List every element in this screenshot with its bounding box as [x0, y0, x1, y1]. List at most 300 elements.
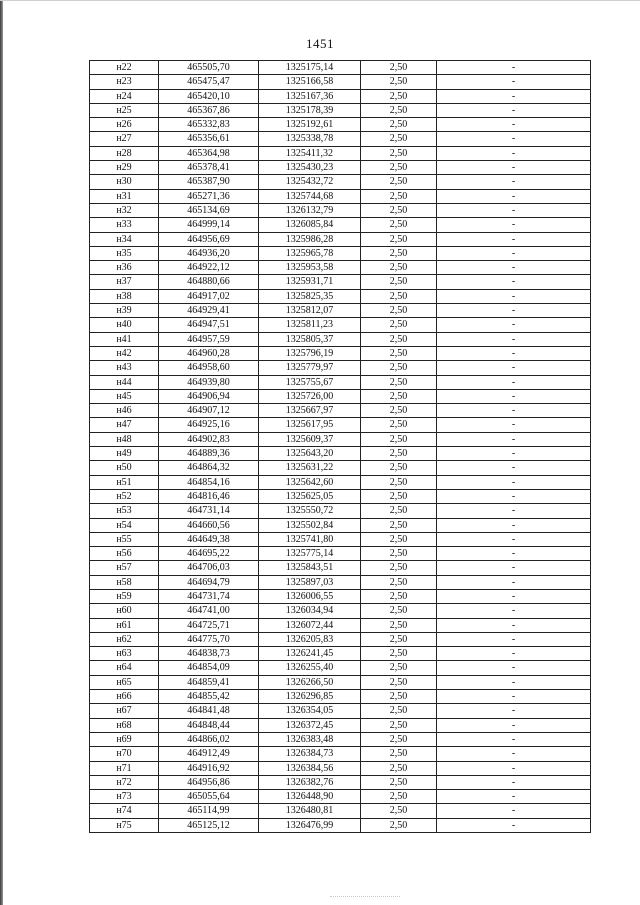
accuracy-cell: 2,50: [361, 818, 437, 832]
point-id-cell: н32: [90, 203, 159, 217]
accuracy-cell: 2,50: [361, 61, 437, 75]
point-id-cell: н40: [90, 318, 159, 332]
y-coordinate-cell: 1325805,37: [259, 332, 361, 346]
x-coordinate-cell: 464695,22: [159, 547, 259, 561]
table-row: [90, 475, 591, 489]
note-cell: -: [437, 118, 591, 132]
note-cell: -: [437, 432, 591, 446]
x-coordinate-cell: 464960,28: [159, 346, 259, 360]
note-cell: -: [437, 818, 591, 832]
point-id-cell: н25: [90, 103, 159, 117]
note-cell: -: [437, 761, 591, 775]
x-coordinate-cell: 464907,12: [159, 404, 259, 418]
accuracy-cell: 2,50: [361, 175, 437, 189]
point-id-cell: н55: [90, 532, 159, 546]
y-coordinate-cell: 1325825,35: [259, 289, 361, 303]
page-number: 1451: [306, 36, 334, 51]
y-coordinate-cell: 1325741,80: [259, 532, 361, 546]
table-row: [90, 89, 591, 103]
y-coordinate-cell: 1325411,32: [259, 146, 361, 160]
accuracy-cell: 2,50: [361, 132, 437, 146]
x-coordinate-cell: 464912,49: [159, 747, 259, 761]
y-coordinate-cell: 1325811,23: [259, 318, 361, 332]
y-coordinate-cell: 1325192,61: [259, 118, 361, 132]
table-row: [90, 304, 591, 318]
table-row: [90, 704, 591, 718]
table-row: [90, 75, 591, 89]
point-id-cell: н71: [90, 761, 159, 775]
x-coordinate-cell: 465378,41: [159, 161, 259, 175]
accuracy-cell: 2,50: [361, 203, 437, 217]
point-id-cell: н61: [90, 618, 159, 632]
note-cell: -: [437, 675, 591, 689]
note-cell: -: [437, 132, 591, 146]
point-id-cell: н34: [90, 232, 159, 246]
accuracy-cell: 2,50: [361, 375, 437, 389]
point-id-cell: н59: [90, 589, 159, 603]
x-coordinate-cell: 464925,16: [159, 418, 259, 432]
table-row: [90, 318, 591, 332]
note-cell: -: [437, 604, 591, 618]
point-id-cell: н23: [90, 75, 159, 89]
point-id-cell: н53: [90, 504, 159, 518]
table-row: [90, 103, 591, 117]
accuracy-cell: 2,50: [361, 218, 437, 232]
accuracy-cell: 2,50: [361, 589, 437, 603]
note-cell: -: [437, 146, 591, 160]
point-id-cell: н49: [90, 447, 159, 461]
note-cell: -: [437, 232, 591, 246]
accuracy-cell: 2,50: [361, 661, 437, 675]
y-coordinate-cell: 1326255,40: [259, 661, 361, 675]
y-coordinate-cell: 1325175,14: [259, 61, 361, 75]
table-row: [90, 604, 591, 618]
x-coordinate-cell: 465475,47: [159, 75, 259, 89]
note-cell: -: [437, 304, 591, 318]
x-coordinate-cell: 465114,99: [159, 804, 259, 818]
x-coordinate-cell: 464706,03: [159, 561, 259, 575]
table-row: [90, 375, 591, 389]
y-coordinate-cell: 1325432,72: [259, 175, 361, 189]
table-row: [90, 447, 591, 461]
table-row: [90, 346, 591, 360]
table-row: [90, 275, 591, 289]
note-cell: -: [437, 747, 591, 761]
y-coordinate-cell: 1326372,45: [259, 718, 361, 732]
table-row: [90, 175, 591, 189]
point-id-cell: н38: [90, 289, 159, 303]
accuracy-cell: 2,50: [361, 747, 437, 761]
table-row: [90, 218, 591, 232]
x-coordinate-cell: 464917,02: [159, 289, 259, 303]
point-id-cell: н39: [90, 304, 159, 318]
x-coordinate-cell: 464816,46: [159, 489, 259, 503]
x-coordinate-cell: 464649,38: [159, 532, 259, 546]
x-coordinate-cell: 465125,12: [159, 818, 259, 832]
point-id-cell: н45: [90, 389, 159, 403]
note-cell: -: [437, 532, 591, 546]
note-cell: -: [437, 189, 591, 203]
table-row: [90, 246, 591, 260]
y-coordinate-cell: 1326384,73: [259, 747, 361, 761]
y-coordinate-cell: 1325609,37: [259, 432, 361, 446]
accuracy-cell: 2,50: [361, 604, 437, 618]
point-id-cell: н52: [90, 489, 159, 503]
point-id-cell: н51: [90, 475, 159, 489]
y-coordinate-cell: 1325931,71: [259, 275, 361, 289]
table-row: [90, 161, 591, 175]
x-coordinate-cell: 464866,02: [159, 732, 259, 746]
note-cell: -: [437, 246, 591, 260]
table-row: [90, 132, 591, 146]
note-cell: -: [437, 318, 591, 332]
accuracy-cell: 2,50: [361, 675, 437, 689]
accuracy-cell: 2,50: [361, 161, 437, 175]
y-coordinate-cell: 1326476,99: [259, 818, 361, 832]
point-id-cell: н66: [90, 690, 159, 704]
accuracy-cell: 2,50: [361, 404, 437, 418]
table-row: [90, 661, 591, 675]
y-coordinate-cell: 1325965,78: [259, 246, 361, 260]
note-cell: -: [437, 661, 591, 675]
table-row: [90, 632, 591, 646]
point-id-cell: н67: [90, 704, 159, 718]
accuracy-cell: 2,50: [361, 318, 437, 332]
accuracy-cell: 2,50: [361, 189, 437, 203]
point-id-cell: н47: [90, 418, 159, 432]
note-cell: -: [437, 346, 591, 360]
point-id-cell: н30: [90, 175, 159, 189]
x-coordinate-cell: 465356,61: [159, 132, 259, 146]
table-row: [90, 532, 591, 546]
y-coordinate-cell: 1325625,05: [259, 489, 361, 503]
note-cell: -: [437, 447, 591, 461]
note-cell: -: [437, 804, 591, 818]
table-row: [90, 232, 591, 246]
y-coordinate-cell: 1325167,36: [259, 89, 361, 103]
accuracy-cell: 2,50: [361, 790, 437, 804]
accuracy-cell: 2,50: [361, 275, 437, 289]
accuracy-cell: 2,50: [361, 475, 437, 489]
table-row: [90, 489, 591, 503]
note-cell: -: [437, 75, 591, 89]
table-row: [90, 361, 591, 375]
x-coordinate-cell: 464731,74: [159, 589, 259, 603]
point-id-cell: н35: [90, 246, 159, 260]
point-id-cell: н27: [90, 132, 159, 146]
note-cell: -: [437, 261, 591, 275]
accuracy-cell: 2,50: [361, 103, 437, 117]
y-coordinate-cell: 1325843,51: [259, 561, 361, 575]
y-coordinate-cell: 1325667,97: [259, 404, 361, 418]
note-cell: -: [437, 518, 591, 532]
note-cell: -: [437, 575, 591, 589]
accuracy-cell: 2,50: [361, 261, 437, 275]
point-id-cell: н72: [90, 775, 159, 789]
note-cell: -: [437, 89, 591, 103]
x-coordinate-cell: 464957,59: [159, 332, 259, 346]
note-cell: -: [437, 718, 591, 732]
table-row: [90, 747, 591, 761]
x-coordinate-cell: 465387,90: [159, 175, 259, 189]
x-coordinate-cell: 464864,32: [159, 461, 259, 475]
note-cell: -: [437, 561, 591, 575]
table-row: [90, 561, 591, 575]
note-cell: -: [437, 289, 591, 303]
note-cell: -: [437, 489, 591, 503]
note-cell: -: [437, 61, 591, 75]
point-id-cell: н50: [90, 461, 159, 475]
y-coordinate-cell: 1326241,45: [259, 647, 361, 661]
y-coordinate-cell: 1325744,68: [259, 189, 361, 203]
y-coordinate-cell: 1326354,05: [259, 704, 361, 718]
accuracy-cell: 2,50: [361, 647, 437, 661]
note-cell: -: [437, 332, 591, 346]
y-coordinate-cell: 1326205,83: [259, 632, 361, 646]
y-coordinate-cell: 1325775,14: [259, 547, 361, 561]
table-row: [90, 332, 591, 346]
x-coordinate-cell: 464922,12: [159, 261, 259, 275]
point-id-cell: н73: [90, 790, 159, 804]
table-row: [90, 589, 591, 603]
y-coordinate-cell: 1326296,85: [259, 690, 361, 704]
note-cell: -: [437, 375, 591, 389]
point-id-cell: н56: [90, 547, 159, 561]
table-row: [90, 289, 591, 303]
note-cell: -: [437, 775, 591, 789]
x-coordinate-cell: 464775,70: [159, 632, 259, 646]
accuracy-cell: 2,50: [361, 732, 437, 746]
scan-artifact: [330, 896, 400, 898]
y-coordinate-cell: 1325643,20: [259, 447, 361, 461]
y-coordinate-cell: 1326034,94: [259, 604, 361, 618]
accuracy-cell: 2,50: [361, 561, 437, 575]
table-row: [90, 504, 591, 518]
point-id-cell: н28: [90, 146, 159, 160]
accuracy-cell: 2,50: [361, 232, 437, 246]
accuracy-cell: 2,50: [361, 418, 437, 432]
note-cell: -: [437, 175, 591, 189]
accuracy-cell: 2,50: [361, 775, 437, 789]
note-cell: -: [437, 203, 591, 217]
note-cell: -: [437, 504, 591, 518]
coordinates-table-body: [90, 61, 591, 833]
table-row: [90, 761, 591, 775]
table-row: [90, 146, 591, 160]
point-id-cell: н75: [90, 818, 159, 832]
table-row: [90, 418, 591, 432]
note-cell: -: [437, 275, 591, 289]
y-coordinate-cell: 1326382,76: [259, 775, 361, 789]
accuracy-cell: 2,50: [361, 690, 437, 704]
note-cell: -: [437, 647, 591, 661]
table-row: [90, 818, 591, 832]
x-coordinate-cell: 465134,69: [159, 203, 259, 217]
y-coordinate-cell: 1326085,84: [259, 218, 361, 232]
accuracy-cell: 2,50: [361, 389, 437, 403]
accuracy-cell: 2,50: [361, 618, 437, 632]
scan-edge: [0, 0, 3, 905]
x-coordinate-cell: 465505,70: [159, 61, 259, 75]
accuracy-cell: 2,50: [361, 75, 437, 89]
x-coordinate-cell: 464855,42: [159, 690, 259, 704]
note-cell: -: [437, 589, 591, 603]
x-coordinate-cell: 464841,48: [159, 704, 259, 718]
table-row: [90, 575, 591, 589]
accuracy-cell: 2,50: [361, 246, 437, 260]
note-cell: -: [437, 218, 591, 232]
y-coordinate-cell: 1325812,07: [259, 304, 361, 318]
table-row: [90, 732, 591, 746]
accuracy-cell: 2,50: [361, 547, 437, 561]
y-coordinate-cell: 1326448,90: [259, 790, 361, 804]
table-row: [90, 389, 591, 403]
y-coordinate-cell: 1326132,79: [259, 203, 361, 217]
point-id-cell: н29: [90, 161, 159, 175]
coordinates-table: [89, 60, 591, 833]
y-coordinate-cell: 1325338,78: [259, 132, 361, 146]
x-coordinate-cell: 465367,86: [159, 103, 259, 117]
point-id-cell: н68: [90, 718, 159, 732]
point-id-cell: н54: [90, 518, 159, 532]
x-coordinate-cell: 464929,41: [159, 304, 259, 318]
x-coordinate-cell: 465420,10: [159, 89, 259, 103]
point-id-cell: н26: [90, 118, 159, 132]
x-coordinate-cell: 464848,44: [159, 718, 259, 732]
x-coordinate-cell: 464956,86: [159, 775, 259, 789]
point-id-cell: н46: [90, 404, 159, 418]
y-coordinate-cell: 1326383,48: [259, 732, 361, 746]
point-id-cell: н74: [90, 804, 159, 818]
accuracy-cell: 2,50: [361, 447, 437, 461]
accuracy-cell: 2,50: [361, 704, 437, 718]
table-row: [90, 404, 591, 418]
x-coordinate-cell: 464854,16: [159, 475, 259, 489]
note-cell: -: [437, 475, 591, 489]
x-coordinate-cell: 464956,69: [159, 232, 259, 246]
accuracy-cell: 2,50: [361, 489, 437, 503]
table-row: [90, 61, 591, 75]
note-cell: -: [437, 461, 591, 475]
x-coordinate-cell: 464916,92: [159, 761, 259, 775]
note-cell: -: [437, 404, 591, 418]
accuracy-cell: 2,50: [361, 761, 437, 775]
point-id-cell: н69: [90, 732, 159, 746]
accuracy-cell: 2,50: [361, 804, 437, 818]
y-coordinate-cell: 1325897,03: [259, 575, 361, 589]
note-cell: -: [437, 161, 591, 175]
x-coordinate-cell: 464731,14: [159, 504, 259, 518]
accuracy-cell: 2,50: [361, 575, 437, 589]
point-id-cell: н31: [90, 189, 159, 203]
table-row: [90, 261, 591, 275]
x-coordinate-cell: 464889,36: [159, 447, 259, 461]
accuracy-cell: 2,50: [361, 89, 437, 103]
x-coordinate-cell: 464958,60: [159, 361, 259, 375]
y-coordinate-cell: 1325779,97: [259, 361, 361, 375]
point-id-cell: н58: [90, 575, 159, 589]
accuracy-cell: 2,50: [361, 304, 437, 318]
x-coordinate-cell: 464725,71: [159, 618, 259, 632]
x-coordinate-cell: 464902,83: [159, 432, 259, 446]
table-row: [90, 189, 591, 203]
accuracy-cell: 2,50: [361, 718, 437, 732]
point-id-cell: н57: [90, 561, 159, 575]
x-coordinate-cell: 465055,64: [159, 790, 259, 804]
y-coordinate-cell: 1326384,56: [259, 761, 361, 775]
point-id-cell: н22: [90, 61, 159, 75]
point-id-cell: н65: [90, 675, 159, 689]
note-cell: -: [437, 389, 591, 403]
note-cell: -: [437, 790, 591, 804]
point-id-cell: н37: [90, 275, 159, 289]
table-row: [90, 118, 591, 132]
note-cell: -: [437, 632, 591, 646]
point-id-cell: н70: [90, 747, 159, 761]
note-cell: -: [437, 618, 591, 632]
note-cell: -: [437, 418, 591, 432]
accuracy-cell: 2,50: [361, 361, 437, 375]
y-coordinate-cell: 1325430,23: [259, 161, 361, 175]
y-coordinate-cell: 1325178,39: [259, 103, 361, 117]
accuracy-cell: 2,50: [361, 118, 437, 132]
table-row: [90, 775, 591, 789]
accuracy-cell: 2,50: [361, 504, 437, 518]
y-coordinate-cell: 1325502,84: [259, 518, 361, 532]
point-id-cell: н42: [90, 346, 159, 360]
x-coordinate-cell: 464880,66: [159, 275, 259, 289]
point-id-cell: н63: [90, 647, 159, 661]
x-coordinate-cell: 464906,94: [159, 389, 259, 403]
table-row: [90, 647, 591, 661]
y-coordinate-cell: 1325953,58: [259, 261, 361, 275]
note-cell: -: [437, 690, 591, 704]
y-coordinate-cell: 1325726,00: [259, 389, 361, 403]
y-coordinate-cell: 1326006,55: [259, 589, 361, 603]
table-row: [90, 675, 591, 689]
point-id-cell: н60: [90, 604, 159, 618]
table-row: [90, 804, 591, 818]
table-row: [90, 790, 591, 804]
table-row: [90, 203, 591, 217]
x-coordinate-cell: 465364,98: [159, 146, 259, 160]
x-coordinate-cell: 464854,09: [159, 661, 259, 675]
table-row: [90, 518, 591, 532]
y-coordinate-cell: 1325642,60: [259, 475, 361, 489]
table-row: [90, 547, 591, 561]
point-id-cell: н43: [90, 361, 159, 375]
x-coordinate-cell: 464741,00: [159, 604, 259, 618]
accuracy-cell: 2,50: [361, 346, 437, 360]
y-coordinate-cell: 1325796,19: [259, 346, 361, 360]
table-row: [90, 718, 591, 732]
accuracy-cell: 2,50: [361, 289, 437, 303]
y-coordinate-cell: 1325986,28: [259, 232, 361, 246]
x-coordinate-cell: 464859,41: [159, 675, 259, 689]
x-coordinate-cell: 465332,83: [159, 118, 259, 132]
table-row: [90, 618, 591, 632]
point-id-cell: н36: [90, 261, 159, 275]
x-coordinate-cell: 464947,51: [159, 318, 259, 332]
y-coordinate-cell: 1325617,95: [259, 418, 361, 432]
x-coordinate-cell: 464936,20: [159, 246, 259, 260]
x-coordinate-cell: 464838,73: [159, 647, 259, 661]
point-id-cell: н44: [90, 375, 159, 389]
accuracy-cell: 2,50: [361, 518, 437, 532]
point-id-cell: н64: [90, 661, 159, 675]
scan-top-edge: [0, 0, 640, 1]
note-cell: -: [437, 103, 591, 117]
